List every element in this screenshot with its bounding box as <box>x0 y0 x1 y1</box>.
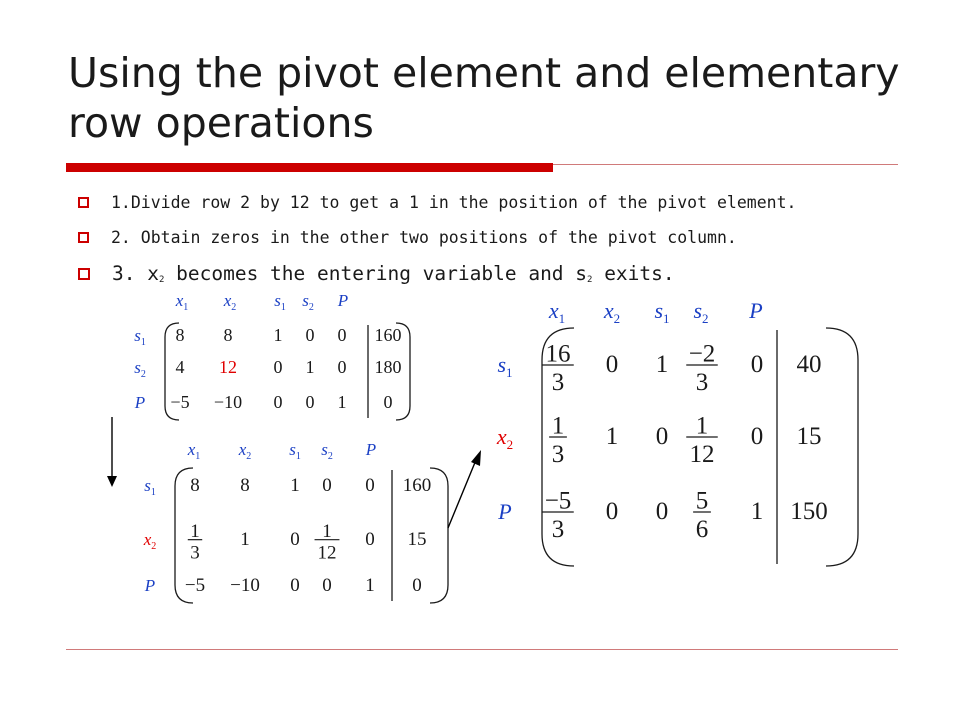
tableau-cell <box>214 392 242 412</box>
fraction-denominator: 3 <box>551 516 565 543</box>
tableau-cell <box>365 575 375 596</box>
tableau-cell <box>375 325 402 345</box>
arrow-diagonal-icon <box>448 450 481 528</box>
fraction-denominator: 3 <box>190 542 200 564</box>
column-label: P <box>749 298 763 323</box>
cell-value: −10 <box>213 392 243 412</box>
cell-value: 1 <box>750 498 764 525</box>
cell-value: 15 <box>407 529 427 550</box>
tableau-cell <box>606 498 619 525</box>
bullet-subscript: 2 <box>158 275 165 285</box>
tableau-cell <box>315 521 340 564</box>
row-label: $s_1$ <box>134 326 146 348</box>
cell-value: 15 <box>796 423 822 450</box>
tableau-cell <box>322 575 332 596</box>
bullet-text: 1.Divide row 2 by 12 to get a 1 in the position of the pivot element. <box>111 193 797 212</box>
bullet-text: 2. Obtain zeros in the other two positions of the pivot column. <box>111 228 737 247</box>
fraction-denominator: 6 <box>695 516 709 543</box>
cell-value: 0 <box>273 392 283 412</box>
fraction-numerator: 1 <box>551 412 565 440</box>
column-label: $x_2$ <box>223 291 237 313</box>
cell-value: 1 <box>337 392 347 412</box>
tableau-cell <box>306 325 315 345</box>
tableau-cell <box>375 357 402 377</box>
arrow-down-icon <box>107 417 117 487</box>
tableau-cell <box>656 423 669 450</box>
cell-value: 0 <box>365 529 375 550</box>
bullet-text: 3. x <box>112 262 159 285</box>
row-label: $s_2$ <box>134 358 146 380</box>
row-label: $x_2$ <box>143 530 157 552</box>
fraction-numerator: 5 <box>695 487 709 515</box>
tableau-cell <box>290 529 300 550</box>
tableau-cell <box>686 341 718 397</box>
tableau-cell <box>274 325 283 345</box>
fraction-numerator: 1 <box>695 412 709 440</box>
tableau-cell <box>656 498 669 525</box>
tableau-cell <box>185 575 205 596</box>
fraction-denominator: 12 <box>689 441 715 468</box>
tableau-cell <box>338 357 347 377</box>
cell-value: 0 <box>383 392 393 412</box>
cell-value: 0 <box>305 392 315 412</box>
tableau-cell <box>240 529 250 550</box>
tableau-cell <box>170 392 189 412</box>
cell-value: 8 <box>223 325 233 345</box>
bullet-text: exits. <box>592 262 675 285</box>
column-label: $s_2$ <box>321 440 333 462</box>
cell-value: 160 <box>374 325 402 345</box>
tableau-cell <box>322 475 332 496</box>
tableau-cell <box>190 475 200 496</box>
cell-value: 0 <box>322 475 332 496</box>
cell-value: 0 <box>337 357 347 377</box>
fraction-denominator: 12 <box>317 542 337 564</box>
column-label: $s_1$ <box>654 298 670 326</box>
column-label: $s_1$ <box>289 440 301 462</box>
tableau-cell <box>408 529 427 550</box>
column-label: $x_1$ <box>187 440 201 462</box>
cell-value: 0 <box>655 498 669 525</box>
fraction-numerator: 16 <box>545 340 571 368</box>
tableau-cell <box>219 357 237 377</box>
row-label: $s_1$ <box>497 352 513 380</box>
fraction-denominator: 3 <box>551 441 565 468</box>
tableau-cell <box>290 475 300 496</box>
cell-value: 1 <box>273 325 283 345</box>
row-label: P <box>498 499 512 524</box>
tableau-cell <box>606 351 619 378</box>
cell-value: 8 <box>240 475 250 496</box>
column-label: $s_2$ <box>693 298 709 326</box>
tableau-cell <box>188 521 202 564</box>
tableau-cell <box>176 357 185 377</box>
tableau-cell <box>365 529 375 550</box>
tableau-cell <box>656 351 669 378</box>
cell-value: 1 <box>305 357 315 377</box>
cell-value: −5 <box>184 575 206 596</box>
tableau-cell <box>542 341 574 397</box>
tableau-cell <box>751 498 764 525</box>
column-label: $s_2$ <box>302 291 314 313</box>
column-label: P <box>365 440 377 459</box>
row-label: $s_1$ <box>144 476 156 498</box>
tableau-cell <box>542 488 574 544</box>
cell-value: 1 <box>240 529 250 550</box>
bullet-text: becomes the entering variable and s <box>164 262 588 285</box>
tableau-cell <box>412 575 422 596</box>
fraction-denominator: 3 <box>695 369 709 396</box>
slide-title: Using the pivot element and elementary row operations <box>68 49 900 147</box>
column-label: $x_1$ <box>175 291 189 313</box>
tableau-cell <box>686 413 718 469</box>
tableau-cell <box>365 475 375 496</box>
cell-value: 0 <box>305 325 315 345</box>
tableau-cell <box>790 498 828 525</box>
tableau-cell <box>751 351 764 378</box>
right-bracket <box>430 468 448 603</box>
cell-value: 0 <box>750 351 764 378</box>
cell-value: 12 <box>219 357 237 377</box>
tableau-cell <box>224 325 233 345</box>
row-label: $x_2$ <box>496 424 514 452</box>
tableau-cell <box>549 413 567 469</box>
tableau-cell <box>306 357 315 377</box>
bullet-subscript: 2 <box>587 275 593 285</box>
tableau-cell <box>606 423 619 450</box>
tableau-cell <box>403 475 432 496</box>
cell-value: 0 <box>290 575 300 596</box>
tableau-cell <box>693 488 711 544</box>
tableau-cell <box>274 357 283 377</box>
cell-value: 1 <box>605 423 619 450</box>
cell-value: 160 <box>402 475 432 496</box>
tableau-2 <box>143 440 448 603</box>
cell-value: −5 <box>170 392 190 412</box>
tableau-1 <box>134 291 410 420</box>
tableau-cell <box>176 325 185 345</box>
fraction-denominator: 3 <box>551 369 565 396</box>
tableaux-layer <box>134 291 858 603</box>
tableau-cell <box>306 392 315 412</box>
cell-value: −10 <box>230 575 260 596</box>
cell-value: 0 <box>337 325 347 345</box>
column-label: $x_1$ <box>548 298 566 326</box>
row-label: P <box>144 576 156 595</box>
cell-value: 0 <box>750 423 764 450</box>
cell-value: 1 <box>290 475 300 496</box>
cell-value: 8 <box>175 325 185 345</box>
bottom-divider-line <box>66 649 898 650</box>
tableau-cell <box>290 575 300 596</box>
row-label: P <box>134 393 146 412</box>
cell-value: 0 <box>605 351 619 378</box>
tableau-3 <box>496 298 858 566</box>
cell-value: 40 <box>796 351 822 378</box>
tableau-cell <box>338 392 347 412</box>
column-label: $s_1$ <box>274 291 286 313</box>
tableau-cell <box>797 423 822 450</box>
cell-value: 8 <box>190 475 200 496</box>
tableau-cell <box>338 325 347 345</box>
fraction-numerator: −2 <box>688 340 716 368</box>
fraction-numerator: 1 <box>322 521 332 543</box>
cell-value: 0 <box>365 475 375 496</box>
column-label: $x_2$ <box>603 298 621 326</box>
cell-value: 0 <box>605 498 619 525</box>
tableau-cell <box>384 392 393 412</box>
tableau-cell <box>797 351 822 378</box>
tableau-cell <box>751 423 764 450</box>
tableau-cell <box>274 392 283 412</box>
cell-value: 150 <box>790 498 828 525</box>
cell-value: 180 <box>374 357 402 377</box>
cell-value: 0 <box>655 423 669 450</box>
right-bracket <box>826 328 858 566</box>
cell-value: 0 <box>412 575 422 596</box>
tableau-cell <box>230 575 260 596</box>
cell-value: 1 <box>655 351 669 378</box>
fraction-numerator: −5 <box>544 487 572 515</box>
column-label: P <box>337 291 349 310</box>
cell-value: 1 <box>365 575 375 596</box>
fraction-numerator: 1 <box>190 521 200 543</box>
cell-value: 4 <box>175 357 185 377</box>
tableau-cell <box>240 475 250 496</box>
column-label: $x_2$ <box>238 440 252 462</box>
cell-value: 0 <box>273 357 283 377</box>
cell-value: 0 <box>322 575 332 596</box>
cell-value: 0 <box>290 529 300 550</box>
